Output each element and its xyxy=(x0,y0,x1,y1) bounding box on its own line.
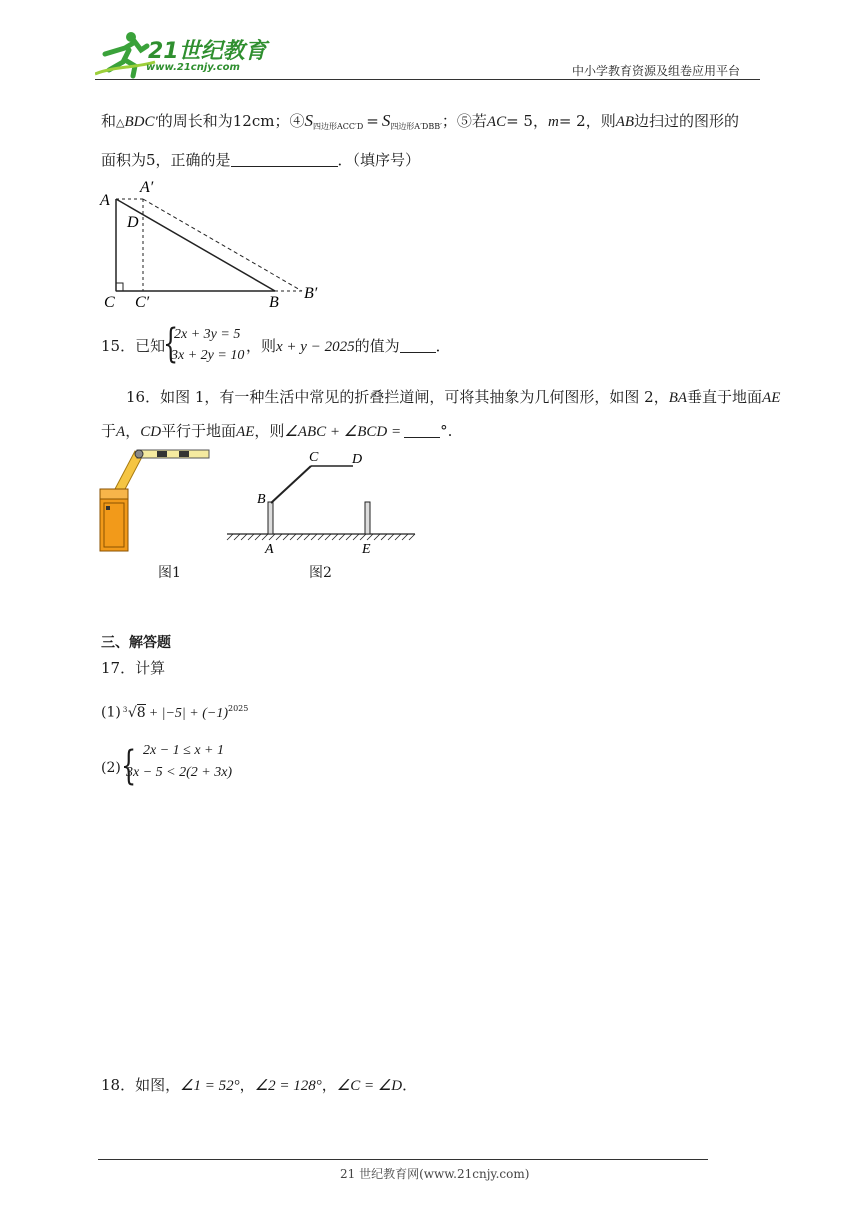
q17-part1: (1) 3 $√8 + |-5| + (-1)^{2025}$ xyxy=(101,704,249,721)
fig-label-B: B xyxy=(269,294,279,310)
section-title: 三、解答题 xyxy=(101,635,171,651)
footer-text: 21 世纪教育网(www.21cnjy.com) xyxy=(340,1167,530,1181)
q15-eq1: 2x + 3y = 5 xyxy=(174,327,241,342)
q18-line: 18．如图，∠1 = 52°，∠2 = 128°，∠C = ∠D． xyxy=(101,1076,418,1094)
logo-text: 21世纪教育 xyxy=(148,39,267,64)
q15-brace: { xyxy=(163,321,179,367)
q15-answer-blank[interactable] xyxy=(400,338,436,353)
fig2-label-B: B xyxy=(257,492,266,507)
fig2-label-C: C xyxy=(309,450,319,465)
fig2-label-D: D xyxy=(352,452,363,467)
fig2-caption: 图2 xyxy=(309,565,332,581)
fig-label-D: D xyxy=(127,214,139,231)
fig-label-A: A xyxy=(100,192,110,209)
q17-part2-label: (2) xyxy=(101,760,121,776)
fig2-label-A: A xyxy=(265,542,274,557)
q17-ineq2: 3x − 5 < 2(2 + 3x) xyxy=(126,765,233,780)
q14-line1: 和△BDC′的周长和为12cm；$④S_{四边形ACC'D} = S_{四边形A'DBB'}$；⑤若AC= 5，m= 2，则AB边扫过的图形的 xyxy=(101,111,740,131)
q16-line1: 16．如图 1，有一种生活中常见的折叠拦道闸，可将其抽象为几何图形，如图 2，BA垂直于地面AE xyxy=(126,388,781,406)
q17-ineq1: 2x − 1 ≤ x + 1 xyxy=(143,743,225,758)
barrier-gate-figure xyxy=(95,445,215,555)
logo-url: www.21cnjy.com xyxy=(146,62,240,73)
fig-label-A-prime: A′ xyxy=(140,179,154,196)
fig2-label-E: E xyxy=(362,542,371,557)
footer-rule xyxy=(98,1159,708,1160)
fig-label-C-prime: C′ xyxy=(135,294,150,310)
fig1-caption: 图1 xyxy=(158,565,181,581)
q15-number: 15．已知 xyxy=(101,337,166,355)
q15-rest: ，则x + y − 2025的值为 ． xyxy=(246,337,451,355)
q16-figure2 xyxy=(225,445,420,560)
answer-blank[interactable] xyxy=(231,152,338,167)
platform-name: 中小学教育资源及组卷应用平台 xyxy=(572,64,741,78)
fig-label-C: C xyxy=(104,294,115,310)
q15-eq2: 3x + 2y = 10 xyxy=(171,348,245,363)
fig-label-B-prime: B′ xyxy=(304,285,318,302)
q14-figure xyxy=(95,175,335,310)
q17-title: 17．计算 xyxy=(101,659,166,677)
q16-line2: 于A，CD平行于地面AE，则∠ABC + ∠BCD = °. xyxy=(101,422,453,440)
header-rule xyxy=(95,79,760,80)
q16-answer-blank[interactable] xyxy=(404,423,440,438)
q17-brace: { xyxy=(121,743,137,789)
q14-line2: 面积为5，正确的是 ．（填序号） xyxy=(101,151,421,169)
